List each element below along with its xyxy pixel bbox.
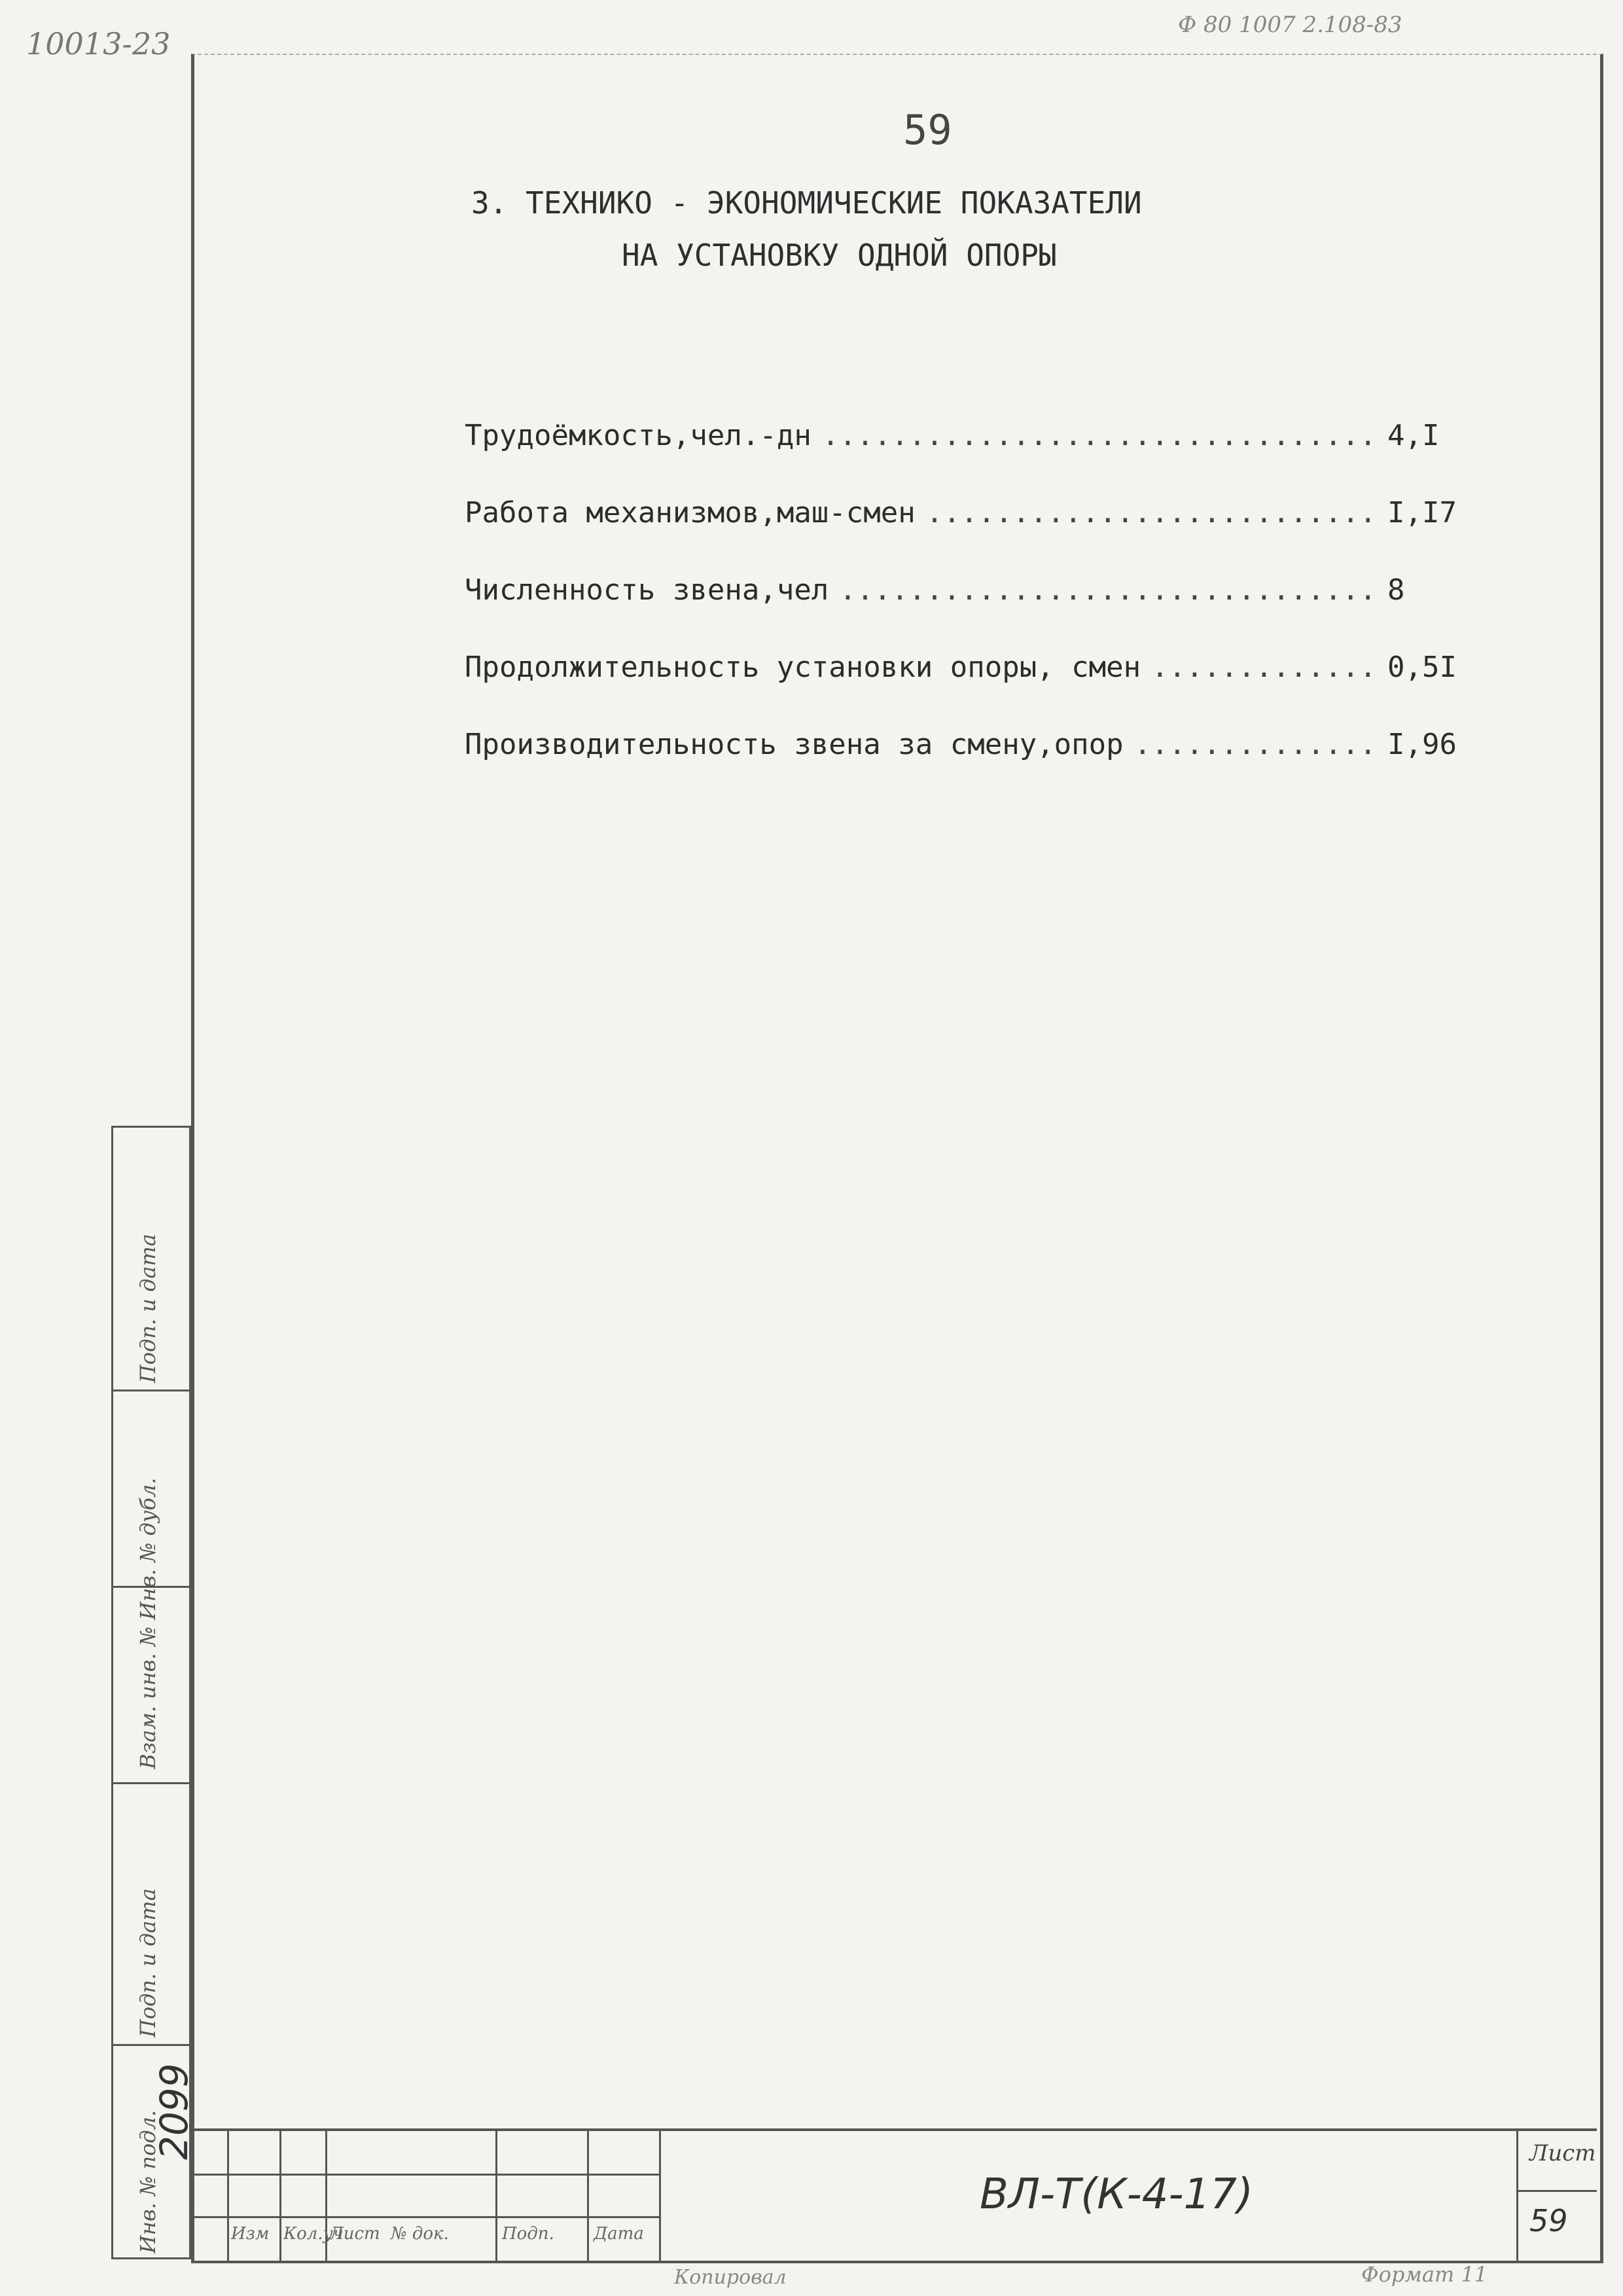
document-code: ВЛ-Т(К-4-17)	[980, 2170, 1253, 2219]
sign-date-label: Подп. и дата	[135, 1234, 160, 1383]
tb-divider	[587, 2131, 589, 2262]
strip-divider	[113, 1782, 189, 1784]
indicator-value: 8	[1387, 573, 1405, 607]
copied-by-note: Копировал	[674, 2266, 787, 2289]
col-header-signature: Подп.	[502, 2224, 554, 2244]
col-header-count: Кол.уч	[283, 2224, 344, 2244]
leader-dots	[1151, 651, 1377, 684]
indicator-label: Производительность звена за смену,опор	[465, 728, 1124, 761]
tb-divider	[659, 2131, 661, 2262]
indicator-value: I,I7	[1387, 496, 1457, 529]
indicator-value: I,96	[1387, 728, 1457, 761]
sheet-number: 59	[1529, 2203, 1568, 2238]
col-header-date: Дата	[594, 2224, 644, 2244]
drawing-frame	[191, 54, 1603, 2263]
replace-inventory-label: Взам. инв. № Инв. № дубл.	[135, 1477, 160, 1769]
indicator-row	[465, 651, 1486, 728]
indicator-label: Численность звена,чел	[465, 573, 829, 607]
format-note: Формат 11	[1361, 2262, 1488, 2287]
col-header-change: Изм	[231, 2224, 270, 2244]
tb-divider	[1516, 2190, 1597, 2192]
inventory-number: 2099	[152, 2063, 196, 2160]
corner-note: 10013-23	[26, 26, 171, 62]
sheet-label: Лист	[1529, 2140, 1596, 2166]
strip-divider	[113, 1390, 189, 1391]
page-number: 59	[903, 106, 952, 154]
leader-dots	[822, 419, 1377, 452]
tb-divider	[279, 2131, 281, 2262]
inventory-label: Инв. № подл.	[135, 2109, 160, 2253]
leader-dots	[839, 573, 1377, 607]
col-header-sheet: Лист	[329, 2224, 380, 2244]
indicator-label: Трудоёмкость,чел.-дн	[465, 419, 812, 452]
tb-divider	[495, 2131, 497, 2262]
section-title	[471, 177, 1296, 281]
indicator-row	[465, 419, 1486, 496]
strip-divider	[113, 2044, 189, 2046]
tb-divider	[227, 2131, 229, 2262]
indicator-label: Работа механизмов,маш-смен	[465, 496, 916, 529]
title-line-2: НА УСТАНОВКУ ОДНОЙ ОПОРЫ	[622, 238, 1057, 273]
indicator-row	[465, 496, 1486, 573]
indicator-row	[465, 573, 1486, 651]
signature-label: Подп. и дата	[135, 1888, 160, 2037]
indicators-list	[465, 419, 1486, 805]
tb-divider	[1516, 2131, 1518, 2262]
tb-divider	[194, 2174, 659, 2176]
leader-dots	[1134, 728, 1377, 761]
indicator-label: Продолжительность установки опоры, смен	[465, 651, 1141, 684]
indicator-row	[465, 728, 1486, 805]
leader-dots	[926, 496, 1377, 529]
title-line-1: 3. ТЕХНИКО - ЭКОНОМИЧЕСКИЕ ПОКАЗАТЕЛИ	[471, 185, 1142, 221]
title-block	[194, 2128, 1597, 2262]
indicator-value: 0,5I	[1387, 651, 1457, 684]
indicator-value: 4,I	[1387, 419, 1440, 452]
col-header-doc: № док.	[391, 2224, 449, 2244]
top-stamp: Ф 80 1007 2.108-83	[1178, 12, 1402, 38]
tb-divider	[194, 2216, 659, 2218]
